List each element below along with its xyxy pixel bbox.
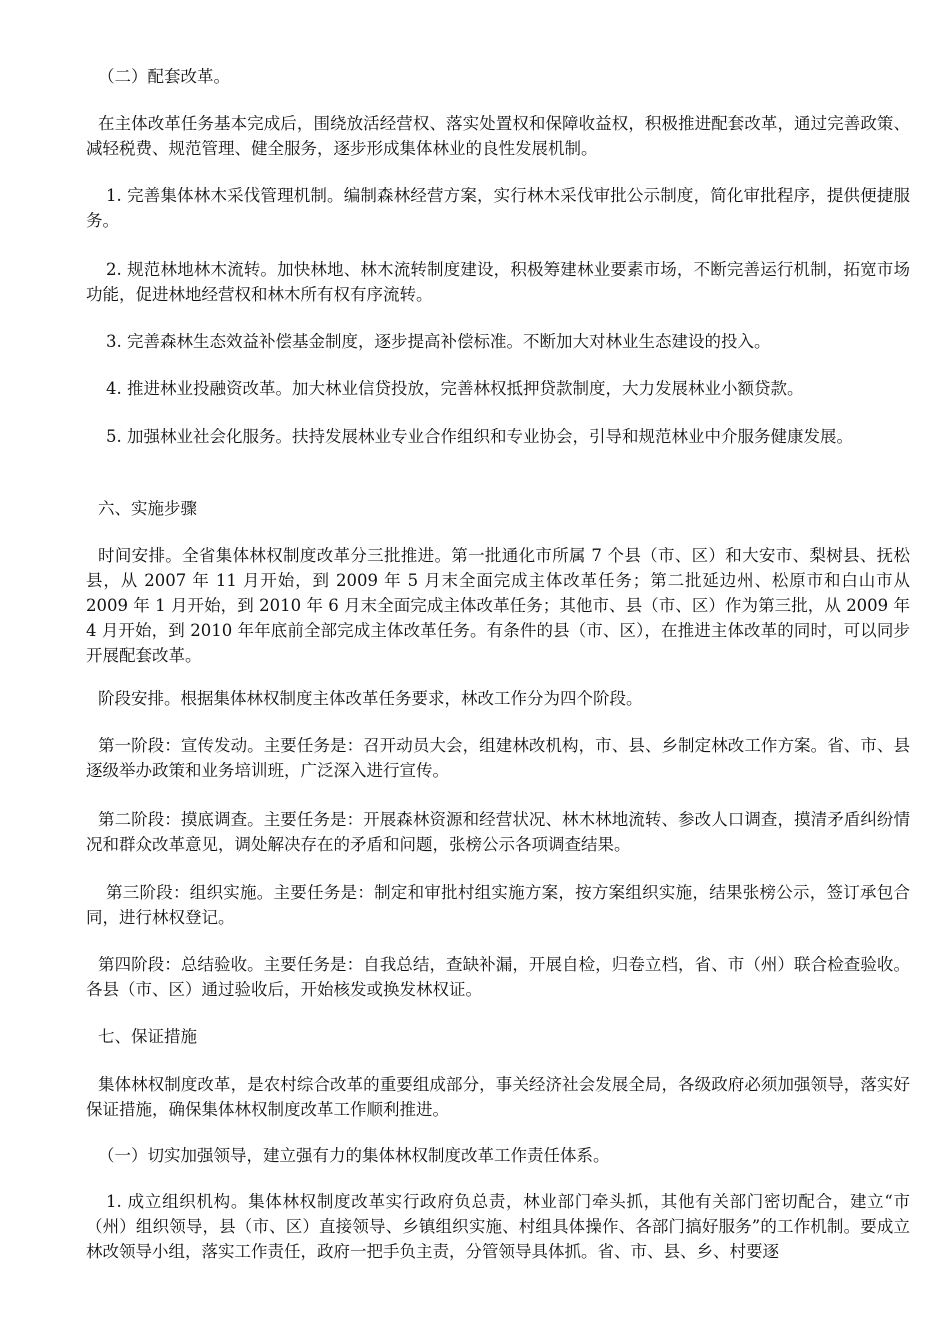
paragraph-supporting-reform-intro: 在主体改革任务基本完成后，围绕放活经营权、落实处置权和保障收益权，积极推进配套改革，通过完善政策、减轻税费、规范管理、健全服务，逐步形成集体林业的良性发展机制。 — [86, 114, 910, 158]
paragraph-item-4: 4. 推进林业投融资改革。加大林业信贷投放，完善林权抵押贷款制度，大力发展林业小额贷款。 — [106, 379, 804, 398]
section-heading-implementation-steps: 六、实施步骤 — [98, 499, 197, 518]
section-heading-safeguards: 七、保证措施 — [98, 1027, 197, 1046]
paragraph-safeguards-intro: 集体林权制度改革，是农村综合改革的重要组成部分，事关经济社会发展全局，各级政府必须加强领导，落实好保证措施，确保集体林权制度改革工作顺利推进。 — [86, 1075, 910, 1119]
paragraph-phase-2: 第二阶段：摸底调查。主要任务是：开展森林资源和经营状况、林木林地流转、参改人口调查，摸清矛盾纠纷情况和群众改革意见，调处解决存在的矛盾和问题，张榜公示各项调查结果。 — [86, 810, 910, 854]
paragraph-phase-1: 第一阶段：宣传发动。主要任务是：召开动员大会，组建林改机构，市、县、乡制定林改工作方案。省、市、县逐级举办政策和业务培训班，广泛深入进行宣传。 — [86, 736, 910, 780]
paragraph-establish-organization: 1. 成立组织机构。集体林权制度改革实行政府负总责，林业部门牵头抓，其他有关部门密切配合，建立“市（州）组织领导，县（市、区）直接领导、乡镇组织实施、村组具体操作、各部门搞好服务”的工作机制。要成立林改领导小组，落实工作责任，政府一把手负主责，分管领导具体抓。省、市、县、乡、村要逐 — [86, 1192, 910, 1261]
paragraph-item-3: 3. 完善森林生态效益补偿基金制度，逐步提高补偿标准。不断加大对林业生态建设的投入。 — [106, 332, 771, 351]
subheading-supporting-reform: （二）配套改革。 — [98, 67, 230, 86]
paragraph-phase-4: 第四阶段：总结验收。主要任务是：自我总结，查缺补漏，开展自检，归卷立档，省、市（州）联合检查验收。各县（市、区）通过验收后，开始核发或换发林权证。 — [86, 955, 910, 999]
paragraph-item-2: 2. 规范林地林木流转。加快林地、林木流转制度建设，积极筹建林业要素市场，不断完善运行机制，拓宽市场功能，促进林地经营权和林木所有权有序流转。 — [86, 260, 910, 304]
paragraph-item-5: 5. 加强林业社会化服务。扶持发展林业专业合作组织和专业协会，引导和规范林业中介服务健康发展。 — [106, 427, 853, 446]
paragraph-phase-schedule: 阶段安排。根据集体林权制度主体改革任务要求，林改工作分为四个阶段。 — [98, 689, 643, 708]
paragraph-time-schedule: 时间安排。全省集体林权制度改革分三批推进。第一批通化市所属 7 个县（市、区）和大安市、梨树县、抚松县，从 2007 年 11 月开始，到 2009 年 5 月末全面完成主体改革任务；第二批延边州、松原市和白山市从 2009 年 1 月开始，到 2010 年 6 月末全面完成主体改革任务；其他市、县（市、区）作为第三批，从 2009 年 4 月开始，到 2010 年年底前全部完成主体改革任务。有条件的县（市、区），在推进主体改革的同时，可以同步开展配套改革。 — [86, 546, 910, 665]
paragraph-item-1: 1. 完善集体林木采伐管理机制。编制森林经营方案，实行林木采伐审批公示制度，简化审批程序，提供便捷服务。 — [86, 186, 910, 230]
subheading-strengthen-leadership: （一）切实加强领导，建立强有力的集体林权制度改革工作责任体系。 — [98, 1146, 610, 1165]
paragraph-phase-3: 第三阶段：组织实施。主要任务是：制定和审批村组实施方案，按方案组织实施，结果张榜公示，签订承包合同，进行林权登记。 — [86, 883, 910, 927]
